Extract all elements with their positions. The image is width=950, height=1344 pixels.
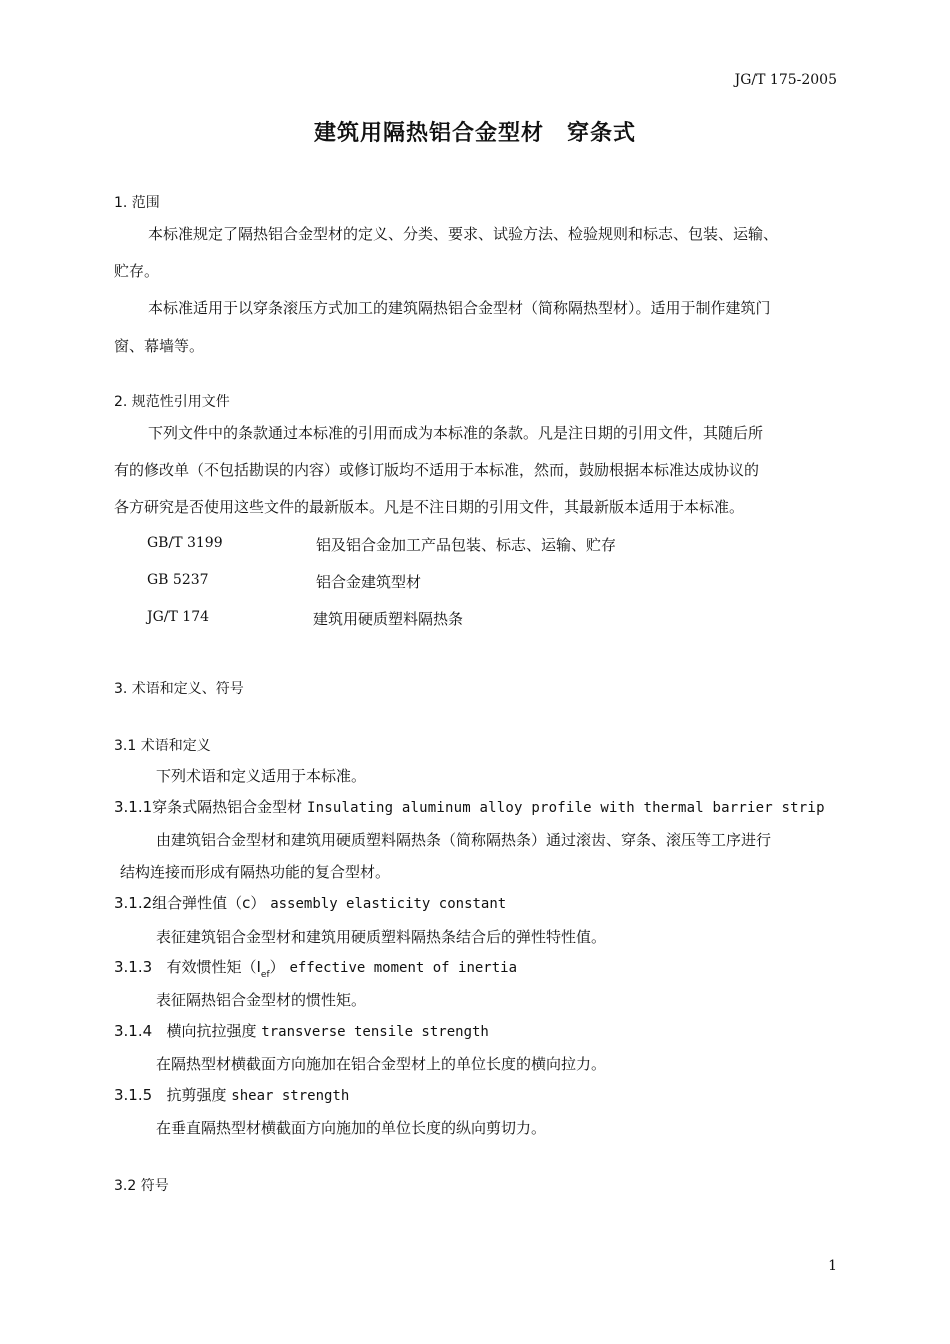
reference-title: 铝及铝合金加工产品包装、标志、运输、贮存: [316, 536, 617, 554]
term-number: 3.1.5: [114, 1086, 153, 1104]
page-title: 建筑用隔热铝合金型材 穿条式: [313, 121, 636, 146]
term-english: assembly elasticity constant: [270, 896, 507, 912]
section-1-paragraph-1-line-2: 贮存。: [114, 262, 160, 280]
section-1-paragraph-2-line-2: 窗、幕墙等。: [114, 337, 205, 355]
term-number: 3.1.1: [114, 798, 153, 816]
term-chinese: 抗剪强度: [166, 1086, 227, 1104]
document-code: JG/T 175-2005: [734, 72, 837, 88]
term-3-1-2-heading: [114, 894, 506, 913]
section-1-paragraph-2-line-1: 本标准适用于以穿条滚压方式加工的建筑隔热铝合金型材（简称隔热型材）。适用于制作建筑门: [148, 299, 771, 317]
section-3-heading: 3. 术语和定义、符号: [114, 681, 244, 697]
reference-code: JG/T 174: [147, 609, 210, 625]
section-2-heading: 2. 规范性引用文件: [114, 394, 230, 410]
term-chinese: 穿条式隔热铝合金型材: [152, 798, 303, 816]
term-english: effective moment of inertia: [289, 960, 518, 976]
term-chinese-close: ）: [269, 958, 285, 976]
term-3-1-4-definition: 在隔热型材横截面方向施加在铝合金型材上的单位长度的横向拉力。: [156, 1055, 607, 1073]
term-3-1-1-definition-line-1: 由建筑铝合金型材和建筑用硬质塑料隔热条（简称隔热条）通过滚齿、穿条、滚压等工序进行: [156, 831, 772, 849]
term-3-1-5-definition: 在垂直隔热型材横截面方向施加的单位长度的纵向剪切力。: [156, 1119, 547, 1137]
section-3-1-heading: 3.1 术语和定义: [114, 738, 211, 754]
reference-title: 建筑用硬质塑料隔热条: [313, 610, 464, 628]
term-english: Insulating aluminum alloy profile with thermal barrier strip: [306, 800, 825, 816]
section-2-paragraph-line-2: 有的修改单（不包括勘误的内容）或修订版均不适用于本标准，然而，鼓励根据本标准达成协议的: [114, 461, 760, 479]
term-3-1-4-heading: [114, 1022, 489, 1041]
term-3-1-1-heading: [114, 798, 825, 817]
reference-code: GB/T 3199: [147, 535, 223, 551]
term-chinese: 横向抗拉强度: [166, 1022, 257, 1040]
reference-title: 铝合金建筑型材: [316, 573, 422, 591]
term-subscript: ef: [260, 970, 270, 980]
section-3-1-intro: 下列术语和定义适用于本标准。: [156, 767, 367, 785]
term-number: 3.1.2: [114, 894, 153, 912]
term-chinese: 有效惯性矩（I: [166, 958, 261, 976]
term-number: 3.1.4: [114, 1022, 153, 1040]
term-3-1-3-definition: 表征隔热铝合金型材的惯性矩。: [156, 991, 367, 1009]
term-3-1-1-definition-line-2: 结构连接而形成有隔热功能的复合型材。: [120, 863, 391, 881]
term-english: shear strength: [231, 1088, 350, 1104]
term-3-1-3-heading: [114, 958, 517, 979]
section-2-paragraph-line-3: 各方研究是否使用这些文件的最新版本。凡是不注日期的引用文件，其最新版本适用于本标准。: [114, 498, 745, 516]
term-number: 3.1.3: [114, 958, 153, 976]
term-english: transverse tensile strength: [261, 1024, 489, 1040]
reference-code: GB 5237: [147, 572, 209, 588]
term-chinese: 组合弹性值（c）: [152, 894, 266, 912]
section-3-2-heading: 3.2 符号: [114, 1178, 169, 1194]
section-1-heading: 1. 范围: [114, 195, 160, 211]
section-2-paragraph-line-1: 下列文件中的条款通过本标准的引用而成为本标准的条款。凡是注日期的引用文件，其随后所: [148, 424, 764, 442]
section-1-paragraph-1-line-1: 本标准规定了隔热铝合金型材的定义、分类、要求、试验方法、检验规则和标志、包装、运输、: [148, 225, 779, 243]
page-number: 1: [828, 1258, 837, 1274]
term-3-1-2-definition: 表征建筑铝合金型材和建筑用硬质塑料隔热条结合后的弹性特性值。: [156, 928, 607, 946]
term-3-1-5-heading: [114, 1086, 349, 1105]
